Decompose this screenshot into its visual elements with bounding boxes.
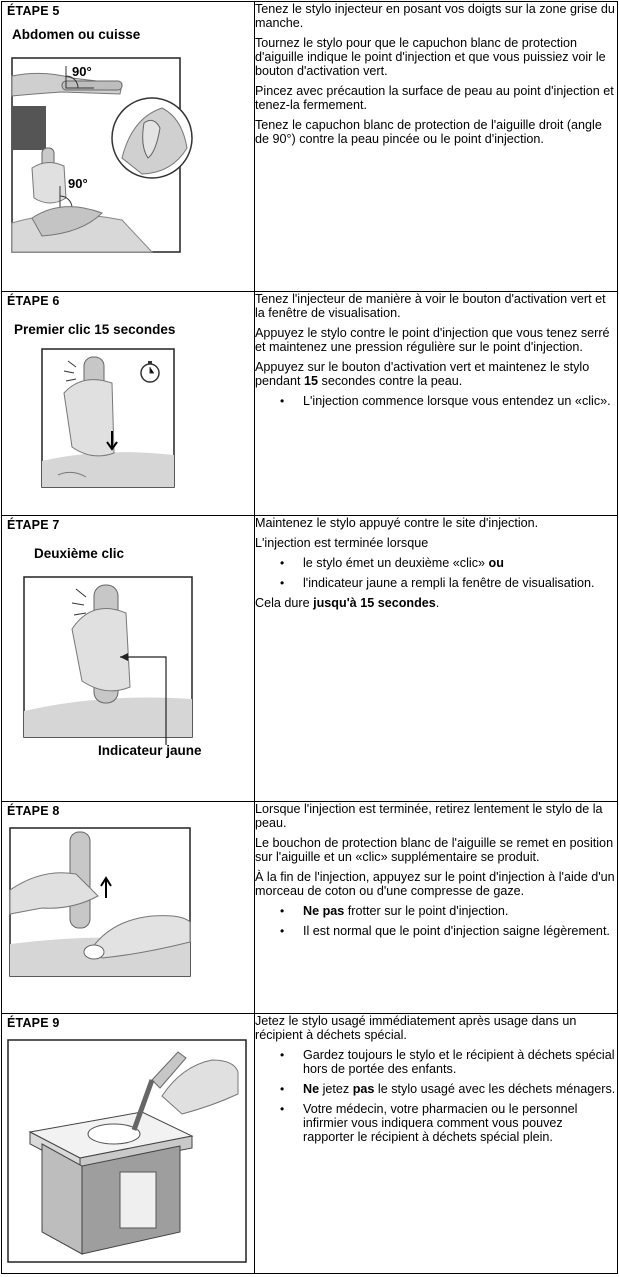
step-row-7	[2, 516, 618, 802]
text-run: Cela dure	[255, 596, 314, 610]
emphasis-text: Ne pas	[303, 904, 345, 918]
angle-label: 90°	[68, 176, 88, 191]
list-item	[255, 556, 617, 570]
list-item	[255, 1102, 617, 1144]
step-row-8	[2, 802, 618, 1014]
instruction-paragraph: Tournez le stylo pour que le capuchon blanc de protection d'aiguille indique le point d'injection et que vous puissiez voir le bouton d'activation vert.	[255, 36, 606, 78]
bullet-icon: •	[280, 924, 285, 938]
list-item-text: jetez	[319, 1082, 353, 1096]
instruction-paragraph: Lorsque l'injection est terminée, retirez lentement le stylo de la peau.	[255, 802, 603, 830]
list-item-text: l'indicateur jaune a rempli la fenêtre de visualisation.	[303, 576, 595, 590]
step-row-5	[2, 2, 618, 292]
bullet-list	[255, 556, 617, 590]
step-8-text-cell	[255, 802, 618, 1014]
instruction-paragraph: Appuyez le stylo contre le point d'injection que vous tenez serré et maintenez une pression régulière sur le point d'injection.	[255, 326, 610, 354]
list-item	[255, 904, 617, 918]
step-8-illustration-cell	[2, 802, 255, 1014]
list-item-text: Gardez toujours le stylo et le récipient à déchets spécial hors de portée des enfants.	[303, 1048, 615, 1076]
step-row-6	[2, 292, 618, 516]
text-run: .	[435, 596, 440, 610]
bullet-icon: •	[280, 1102, 285, 1116]
list-item	[255, 576, 617, 590]
step-title: ÉTAPE 5	[7, 4, 60, 18]
bullet-icon: •	[280, 576, 285, 590]
bullet-list	[255, 904, 617, 938]
text-run: secondes contre la peau.	[318, 374, 463, 388]
emphasis-text: 15	[304, 374, 319, 388]
instruction-paragraph: Tenez l'injecteur de manière à voir le bouton d'activation vert et la fenêtre de visualisation.	[255, 292, 606, 320]
bullet-icon: •	[280, 1082, 285, 1096]
list-item-text: Il est normal que le point d'injection saigne légèrement.	[303, 924, 610, 938]
indicator-caption: Indicateur jaune	[98, 743, 202, 758]
instruction-paragraph: Maintenez le stylo appuyé contre le site d'injection.	[255, 516, 539, 530]
first-click-illustration	[2, 343, 254, 493]
instruction-paragraph	[255, 360, 617, 388]
text-run: Appuyez sur le bouton d'activation vert et maintenez le stylo pendant	[255, 360, 590, 388]
list-item-text: Votre médecin, votre pharmacien ou le personnel infirmier vous indiquera comment vous pouvez rapporter le récipient à déchets spécial plein.	[303, 1102, 578, 1144]
step-7-illustration-cell	[2, 516, 255, 802]
list-item-text: frotter sur le point d'injection.	[344, 904, 509, 918]
instruction-paragraph: Tenez le capuchon blanc de protection de l'aiguille droit (angle de 90°) contre la peau pincée ou le point d'injection.	[255, 118, 602, 146]
figure-caption: Deuxième clic	[34, 546, 125, 561]
step-title: ÉTAPE 9	[7, 1016, 60, 1030]
remove-pen-illustration	[2, 824, 254, 984]
bullet-list	[255, 1048, 617, 1144]
bullet-icon: •	[280, 1048, 285, 1062]
step-9-illustration-cell	[2, 1014, 255, 1274]
instruction-paragraph: Le bouchon de protection blanc de l'aiguille se remet en position sur l'aiguille et un «clic» supplémentaire se produit.	[255, 836, 614, 864]
step-6-illustration-cell	[2, 292, 255, 516]
instruction-paragraph: Jetez le stylo usagé immédiatement après usage dans un récipient à déchets spécial.	[255, 1014, 577, 1042]
bullet-icon: •	[280, 904, 285, 918]
angle-label: 90°	[72, 64, 92, 79]
list-item	[255, 1082, 617, 1096]
list-item-text: L'injection commence lorsque vous entendez un «clic».	[303, 394, 611, 408]
list-item-text: le stylo émet un deuxième «clic»	[303, 556, 489, 570]
list-item	[255, 1048, 617, 1076]
emphasis-text: pas	[352, 1082, 375, 1096]
list-item-text: le stylo usagé avec les déchets ménagers.	[374, 1082, 616, 1096]
step-row-9	[2, 1014, 618, 1274]
figure-caption: Abdomen ou cuisse	[12, 27, 141, 42]
bullet-icon: •	[280, 556, 285, 570]
step-7-text-cell	[255, 516, 618, 802]
sharps-container-illustration	[2, 1036, 254, 1268]
list-item	[255, 924, 617, 938]
step-title: ÉTAPE 6	[7, 294, 60, 308]
bullet-icon: •	[280, 394, 285, 408]
instruction-paragraph: Pincez avec précaution la surface de peau au point d'injection et tenez-la fermement.	[255, 84, 614, 112]
step-9-text-cell	[255, 1014, 618, 1274]
emphasis-text: ou	[488, 556, 504, 570]
instruction-paragraph: L'injection est terminée lorsque	[255, 536, 429, 550]
emphasis-text: jusqu'à 15 secondes	[313, 596, 436, 610]
figure-caption: Premier clic 15 secondes	[14, 322, 176, 337]
second-click-illustration	[2, 569, 254, 745]
step-title: ÉTAPE 8	[7, 804, 60, 818]
instruction-paragraph	[255, 596, 617, 610]
step-5-text-cell	[255, 2, 618, 292]
abdomen-thigh-illustration	[2, 48, 254, 258]
list-item	[255, 394, 617, 408]
instruction-paragraph: À la fin de l'injection, appuyez sur le point d'injection à l'aide d'un morceau de coton ou d'une compresse de gaze.	[255, 870, 615, 898]
bullet-list	[255, 394, 617, 408]
step-5-illustration-cell	[2, 2, 255, 292]
emphasis-text: Ne	[303, 1082, 320, 1096]
instruction-paragraph: Tenez le stylo injecteur en posant vos doigts sur la zone grise du manche.	[255, 2, 615, 30]
step-6-text-cell	[255, 292, 618, 516]
instruction-table	[1, 1, 618, 1274]
step-title: ÉTAPE 7	[7, 518, 60, 532]
